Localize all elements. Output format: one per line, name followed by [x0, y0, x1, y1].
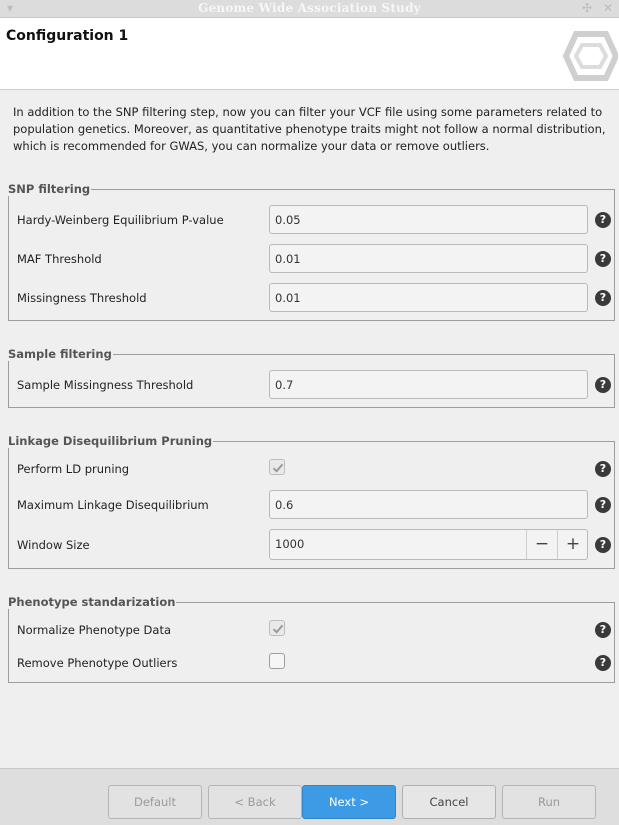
window-size-value[interactable]: 1000	[275, 537, 305, 551]
page-title: Configuration 1	[6, 28, 129, 44]
run-button[interactable]: Run	[502, 785, 596, 819]
window-size-label: Window Size	[17, 538, 90, 552]
outliers-help-icon[interactable]: ?	[595, 655, 611, 671]
sample-filtering-title: Sample filtering	[8, 347, 112, 361]
window-menu-icon[interactable]: ▾	[7, 1, 14, 15]
outliers-label: Remove Phenotype Outliers	[17, 656, 178, 670]
sample-missingness-input[interactable]	[269, 370, 588, 399]
wizard-button-bar	[0, 768, 619, 825]
next-button[interactable]: Next >	[302, 785, 396, 819]
window-size-spinbox[interactable]	[269, 529, 588, 560]
page-description: In addition to the SNP filtering step, now you can filter your VCF file using some parameters related to population genetics. Moreover, as quantitative phenotype traits might not follow a normal distribution, which is recommended for GWAS, you can normalize your data or remove outliers.	[13, 105, 606, 153]
normalize-label: Normalize Phenotype Data	[17, 623, 171, 637]
max-ld-input[interactable]	[269, 490, 588, 519]
window-title: Genome Wide Association Study	[198, 1, 421, 15]
max-ld-label: Maximum Linkage Disequilibrium	[17, 498, 209, 512]
normalize-checkbox[interactable]	[269, 620, 285, 636]
normalize-help-icon[interactable]: ?	[595, 622, 611, 638]
window-size-help-icon[interactable]: ?	[595, 537, 611, 553]
default-button[interactable]: Default	[108, 785, 202, 819]
missingness-help-icon[interactable]: ?	[595, 290, 611, 306]
perform-ld-checkbox[interactable]	[269, 459, 285, 475]
window-size-decrement-button[interactable]: −	[526, 530, 557, 559]
phenotype-title: Phenotype standarization	[8, 595, 176, 609]
maf-help-icon[interactable]: ?	[595, 251, 611, 267]
hexagon-logo-icon	[560, 26, 618, 86]
sample-missingness-label: Sample Missingness Threshold	[17, 378, 194, 392]
sample-missingness-help-icon[interactable]: ?	[595, 377, 611, 393]
wizard-header	[0, 18, 619, 90]
phenotype-group	[8, 602, 615, 683]
checkmark-icon	[271, 461, 285, 475]
checkmark-icon	[271, 622, 285, 636]
maf-label: MAF Threshold	[17, 252, 102, 266]
close-icon[interactable]: ✕	[603, 1, 614, 15]
missingness-label: Missingness Threshold	[17, 291, 147, 305]
perform-ld-label: Perform LD pruning	[17, 462, 130, 476]
max-ld-help-icon[interactable]: ?	[595, 497, 611, 513]
pin-icon[interactable]: ✣	[582, 1, 593, 15]
maf-input[interactable]	[269, 244, 588, 273]
back-button[interactable]: < Back	[208, 785, 302, 819]
ld-pruning-title: Linkage Disequilibrium Pruning	[8, 434, 213, 448]
snp-filtering-title: SNP filtering	[8, 182, 91, 196]
window-titlebar	[0, 0, 619, 18]
outliers-checkbox[interactable]	[269, 653, 285, 669]
hwe-label: Hardy-Weinberg Equilibrium P-value	[17, 213, 224, 227]
perform-ld-help-icon[interactable]: ?	[595, 461, 611, 477]
hwe-help-icon[interactable]: ?	[595, 212, 611, 228]
window-size-increment-button[interactable]: +	[557, 530, 588, 559]
hwe-input[interactable]	[269, 205, 588, 234]
cancel-button[interactable]: Cancel	[402, 785, 496, 819]
missingness-input[interactable]	[269, 283, 588, 312]
